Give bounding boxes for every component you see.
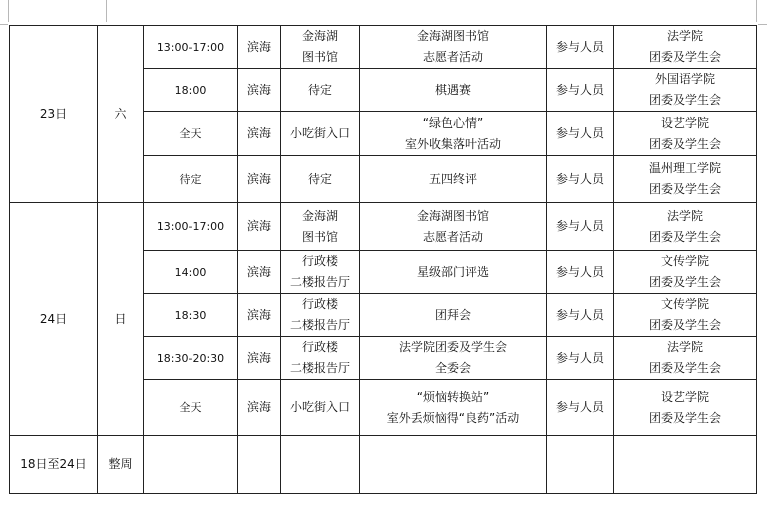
organizer-cell-line: 温州理工学院 bbox=[648, 161, 721, 175]
audience-cell bbox=[547, 436, 614, 494]
crop-mark bbox=[106, 0, 107, 22]
weekday-cell: 日 bbox=[98, 203, 144, 436]
organizer-cell bbox=[614, 156, 757, 203]
event-cell-line: 室外收集落叶活动 bbox=[404, 136, 501, 151]
organizer-cell-line: 法学院 bbox=[666, 340, 703, 354]
time-cell: 13:00-17:00 bbox=[144, 203, 238, 251]
place-cell-line: 二楼报告厅 bbox=[289, 275, 350, 289]
table-row bbox=[10, 203, 757, 251]
place-cell bbox=[281, 112, 360, 156]
table-row bbox=[10, 26, 757, 69]
event-cell-line: 室外丢烦恼得“良药”活动 bbox=[386, 410, 520, 425]
date-cell: 24日 bbox=[10, 203, 98, 436]
organizer-cell bbox=[614, 251, 757, 294]
event-cell-line: 金海湖图书馆 bbox=[416, 29, 489, 43]
organizer-cell-line: 团委及学生会 bbox=[648, 361, 721, 375]
organizer-cell bbox=[614, 380, 757, 436]
event-cell bbox=[360, 156, 547, 203]
place-cell-line: 行政楼 bbox=[301, 340, 338, 354]
event-cell-line: 棋遇赛 bbox=[434, 82, 471, 97]
event-cell-line: 团拜会 bbox=[434, 307, 471, 322]
organizer-cell-line: 设艺学院 bbox=[660, 115, 709, 130]
time-cell: 18:00 bbox=[144, 69, 238, 112]
crop-mark bbox=[758, 24, 767, 25]
audience-cell: 参与人员 bbox=[547, 156, 614, 203]
date-cell: 23日 bbox=[10, 26, 98, 203]
event-cell bbox=[360, 251, 547, 294]
organizer-cell bbox=[614, 294, 757, 337]
organizer-cell-line: 法学院 bbox=[666, 29, 703, 43]
event-cell bbox=[360, 436, 547, 494]
place-cell-line: 小吃街入口 bbox=[289, 400, 350, 414]
campus-cell: 滨海 bbox=[238, 294, 281, 337]
crop-mark bbox=[756, 0, 757, 22]
event-cell-line: 志愿者活动 bbox=[422, 229, 483, 244]
organizer-cell-line: 文传学院 bbox=[660, 254, 709, 268]
organizer-cell-line: 团委及学生会 bbox=[648, 275, 721, 289]
place-cell bbox=[281, 294, 360, 337]
place-cell-line: 行政楼 bbox=[301, 254, 338, 268]
date-cell: 18日至24日 bbox=[10, 436, 98, 494]
time-cell: 18:30-20:30 bbox=[144, 337, 238, 380]
audience-cell: 参与人员 bbox=[547, 112, 614, 156]
place-cell bbox=[281, 380, 360, 436]
campus-cell: 滨海 bbox=[238, 380, 281, 436]
organizer-cell-line: 文传学院 bbox=[660, 297, 709, 311]
event-cell-line: 星级部门评选 bbox=[416, 264, 489, 279]
time-cell: 待定 bbox=[144, 156, 238, 203]
audience-cell: 参与人员 bbox=[547, 337, 614, 380]
time-cell: 全天 bbox=[144, 112, 238, 156]
place-cell bbox=[281, 436, 360, 494]
place-cell-line: 金海湖 bbox=[301, 208, 338, 223]
event-cell-line: 志愿者活动 bbox=[422, 50, 483, 64]
event-cell-line: 全委会 bbox=[434, 361, 471, 375]
audience-cell: 参与人员 bbox=[547, 294, 614, 337]
place-cell bbox=[281, 337, 360, 380]
place-cell bbox=[281, 251, 360, 294]
organizer-cell bbox=[614, 436, 757, 494]
campus-cell: 滨海 bbox=[238, 203, 281, 251]
event-cell bbox=[360, 69, 547, 112]
organizer-cell-line: 团委及学生会 bbox=[648, 229, 721, 244]
organizer-cell bbox=[614, 26, 757, 69]
time-cell: 18:30 bbox=[144, 294, 238, 337]
organizer-cell bbox=[614, 112, 757, 156]
organizer-cell bbox=[614, 203, 757, 251]
place-cell-line: 图书馆 bbox=[301, 229, 338, 244]
audience-cell: 参与人员 bbox=[547, 69, 614, 112]
time-cell: 13:00-17:00 bbox=[144, 26, 238, 69]
event-cell bbox=[360, 380, 547, 436]
campus-cell: 滨海 bbox=[238, 26, 281, 69]
organizer-cell-line: 团委及学生会 bbox=[648, 93, 721, 107]
organizer-cell bbox=[614, 337, 757, 380]
campus-cell: 滨海 bbox=[238, 251, 281, 294]
place-cell bbox=[281, 203, 360, 251]
place-cell-line: 行政楼 bbox=[301, 297, 338, 311]
event-cell bbox=[360, 337, 547, 380]
campus-cell: 滨海 bbox=[238, 337, 281, 380]
event-cell bbox=[360, 203, 547, 251]
audience-cell: 参与人员 bbox=[547, 26, 614, 69]
event-cell-line: “绿色心情” bbox=[422, 115, 484, 130]
organizer-cell bbox=[614, 69, 757, 112]
event-cell-line: 法学院团委及学生会 bbox=[398, 340, 507, 354]
place-cell-line: 小吃街入口 bbox=[289, 126, 350, 140]
audience-cell: 参与人员 bbox=[547, 251, 614, 294]
place-cell bbox=[281, 156, 360, 203]
place-cell-line: 待定 bbox=[307, 171, 332, 186]
crop-mark bbox=[0, 24, 8, 25]
campus-cell: 滨海 bbox=[238, 69, 281, 112]
place-cell-line: 金海湖 bbox=[301, 29, 338, 43]
campus-cell: 滨海 bbox=[238, 156, 281, 203]
time-cell: 全天 bbox=[144, 380, 238, 436]
organizer-cell-line: 团委及学生会 bbox=[648, 318, 721, 332]
event-cell bbox=[360, 112, 547, 156]
time-cell: 14:00 bbox=[144, 251, 238, 294]
time-cell bbox=[144, 436, 238, 494]
event-cell bbox=[360, 26, 547, 69]
event-cell bbox=[360, 294, 547, 337]
organizer-cell-line: 团委及学生会 bbox=[648, 136, 721, 151]
place-cell bbox=[281, 26, 360, 69]
place-cell-line: 图书馆 bbox=[301, 50, 338, 64]
event-cell-line: 金海湖图书馆 bbox=[416, 208, 489, 223]
audience-cell: 参与人员 bbox=[547, 380, 614, 436]
audience-cell: 参与人员 bbox=[547, 203, 614, 251]
table-row bbox=[10, 436, 757, 494]
organizer-cell-line: 团委及学生会 bbox=[648, 182, 721, 196]
weekday-cell: 六 bbox=[98, 26, 144, 203]
organizer-cell-line: 设艺学院 bbox=[660, 389, 709, 404]
campus-cell: 滨海 bbox=[238, 112, 281, 156]
event-cell-line: 五四终评 bbox=[428, 171, 477, 186]
place-cell-line: 二楼报告厅 bbox=[289, 361, 350, 375]
event-cell-line: “烦恼转换站” bbox=[416, 389, 490, 404]
organizer-cell-line: 团委及学生会 bbox=[648, 50, 721, 64]
organizer-cell-line: 团委及学生会 bbox=[648, 410, 721, 425]
organizer-cell-line: 外国语学院 bbox=[654, 72, 715, 86]
place-cell-line: 待定 bbox=[307, 82, 332, 97]
organizer-cell-line: 法学院 bbox=[666, 208, 703, 223]
place-cell-line: 二楼报告厅 bbox=[289, 318, 350, 332]
weekday-cell: 整周 bbox=[98, 436, 144, 494]
schedule-table bbox=[9, 25, 757, 494]
campus-cell bbox=[238, 436, 281, 494]
crop-mark bbox=[8, 0, 9, 22]
place-cell bbox=[281, 69, 360, 112]
